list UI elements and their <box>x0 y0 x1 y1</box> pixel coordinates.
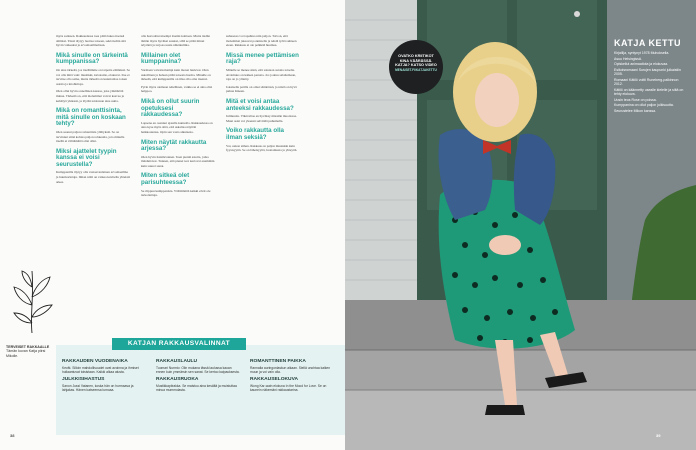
body-text: myös sadusen. Rakkaudessa taas pitää lukea itsensä alttiiksi. Tässä täytyy luottaa toiseen, sekä tiedän sitä hyvin vaikeaksi ja arvomaailmaltaan. <box>56 34 126 48</box>
favorite-heading: RAKKAUSELOKUVA <box>250 377 299 383</box>
face <box>475 73 519 127</box>
favorite-heading: JULKKISIHASTUS <box>62 377 105 383</box>
body-text: Minulle se menee siinä, että salataan asioita toiselta. Avoimuus on kaiken perusta. Jos joutuu salailemaan, raja on jo ylitetty. <box>226 67 296 82</box>
body-text: Voi, uskon siihen. Rakkaus on paljon muutakin kuin fyysisyyttä. Se on läheisyyttä, luottamusta ja yhteyttä. <box>226 143 298 153</box>
body-text: suhteessa voi tapahtua niin paljon. Toivon, että molemmat jaksavat ponnistella ja tehdä työtä suhteen eteen. Rakkaus ei ole pelkkää huumaa. <box>226 34 297 48</box>
badge-link[interactable]: MENAISET.FI/KATJAKETTU <box>395 67 437 72</box>
favorite-heading: RAKKAUDEN VUODENAIKA <box>62 359 128 364</box>
drawing-caption <box>6 345 50 358</box>
body-text: Lapsena en osannut ajatella kunnolla. Rakkaudessa on aina kyse myös siitä, että uskaltaa näyttää heikkoutensa. Opin sen vasta aikuisena. <box>141 120 213 134</box>
door-knob <box>574 11 580 17</box>
question-heading: Millainen olet kumppanina? <box>141 51 182 66</box>
leaf-drawing-icon <box>8 265 56 335</box>
left-page <box>0 0 345 450</box>
favorites-title: KATJAN RAKKAUSVALINNAT <box>112 338 246 350</box>
favorite-heading: RAKKAUSRUOKA <box>156 377 199 383</box>
caption-title: TERVEISET RAKKAALLE <box>6 345 50 349</box>
hands <box>489 235 521 255</box>
question-heading: Mikä on romanttisinta, mitä sinulle on koskaan tehty? <box>56 107 126 128</box>
body-text: Varmaan vaivattomampi kuin monet luulevat. Olen uskollinen ja haluan pitää toisesta huolta. Minulle on tärkeää, että kumppanilla on tilaa olla oma itsensä. <box>141 67 211 82</box>
favorite-text: Mustikkapiirakka. Se maistuu aina kesältä ja muistuttaa minua mummolasta. <box>156 383 237 393</box>
question-heading: Mikä on ollut suurin opetuksesi rakkaudessa? <box>141 97 200 119</box>
step <box>345 350 696 390</box>
info-fact: Kirjailija, syntynyt 1978 Muhoksella. <box>614 51 670 55</box>
sandal <box>485 405 525 415</box>
info-fact: Kätilö on käännetty usealle kielelle ja siitä on tehty elokuva. <box>614 87 684 96</box>
text-column-1 <box>56 34 130 187</box>
body-text: Olen ollut hyvin onnellinen kanssa, joka ymmärtää minua. Tärkeää on, että molemmat voivat kasvaa ja kehittyä yhdessä, ja löytää toisistaan aina uutta. <box>56 89 124 103</box>
page-number-right: 39 <box>656 433 661 438</box>
info-fact: Opiskellut animaatiota ja elokuvaa. <box>614 62 669 66</box>
body-text: Olen saanut paljon romanttisia yllätyksiä. Se on tarvinnut siinä kohtaa paljon rohkeutta, jota minulla itsellä ei välttämättä olisi ollut. <box>56 129 125 144</box>
favorite-heading: RAKKAUSLAULU <box>156 359 198 364</box>
favorite-text: Sanon Jussi Vatanen, koska hän on hurmaava ja lahjakas. Hänen katseensa lumoaa. <box>62 383 134 393</box>
author-info <box>614 38 688 114</box>
question-heading: Miksi ajattelet tyypin kanssa ei voisi seurustella? <box>56 147 117 168</box>
body-text: Jokaisella parilla on omat sääntönsä, ja niistä on hyvä puhua ääneen. <box>226 84 297 94</box>
body-text: On aina tärkeää, jos itsellämme on tarpeita elämässä. Se voi olla mitä vain: musiikki, kuvataide, elokuvat. Itse ei tarvitse olla sama, mutta tärkeää on kunnioittaa toisen asioita ja intohimoja. <box>56 67 130 86</box>
question-heading: Miten sitkeä olet parisuhteessa? <box>141 172 190 187</box>
body-text: Julmuutta. Väkivaltaa en hyväksy missään muodossa. Muut asiat voi yleensä selvittää puhumalla. <box>226 114 297 123</box>
body-text: olla haavoittuvaisempi itseäni kohtaan. Mutta tiedän tämän myös hyväksi asiaksi, sillä se pitää minut nöyränä ja tarjoaa uusia näkökulmia. <box>141 34 211 48</box>
caption-text: Tämän kuvan Katja piirsi Mikolle. <box>6 349 46 358</box>
favorites-column-2 <box>156 359 240 395</box>
info-fact: Romaani Kätilö voitti Runeberg-palkinnon 2012. <box>614 77 679 86</box>
text-column-2 <box>141 34 215 201</box>
author-name: KATJA KETTU <box>614 38 681 48</box>
body-text: Pyrin myös olemaan rehellinen, vaikka se ei aina olisi helppoa. <box>141 84 213 94</box>
info-fact: Asuu Helsingissä. <box>614 56 642 61</box>
favorite-text: Rannalla auringonlaskun aikaan. Siellä unohtaa kaiken muun ja voi vain olla. <box>250 365 331 374</box>
page-number-left: 38 <box>10 433 15 438</box>
question-heading: Voiko rakkautta olla ilman seksiä? <box>226 127 284 141</box>
body-text: Kumppanilla täytyy olla vastaavanlainen arvomaailma ja huumorintaju. Ilman niitä on vaikea kuvitella yhteistä arkea. <box>56 170 130 184</box>
info-fact: Seurustelee Mikon kanssa. <box>614 108 657 113</box>
badge-line: OVATKO KRIITIKOT <box>398 54 434 58</box>
favorite-text: Wong Kar-wain elokuva In the Mood for Love. Se on kaunein näkemäni rakkaustarina. <box>250 383 327 393</box>
info-fact: Esikoisromaani Surujen kaupunki julkaistiin 2005. <box>614 67 681 76</box>
favorite-heading: ROMANTTINEN PAIKKA <box>250 359 306 364</box>
badge-line: KINA VÄÄRÄSSÄ. <box>399 58 433 63</box>
badge-line: KATJA? KATSO VIDEO <box>395 63 437 68</box>
step <box>345 390 696 450</box>
body-text: Se riippuu kumppanista. Välttämättä kaikki eivät ole tarkoitettuja. <box>141 188 211 198</box>
text-column-3 <box>226 34 300 156</box>
favorites-column-3 <box>250 359 336 395</box>
question-heading: Miten näytät rakkautta arjessa? <box>141 138 207 153</box>
favorite-text: Kevät. Silloin mahdollisuudet ovat avoinna ja ihmiset hullaantuvat toisistaan. Kaikki alkaa alusta. <box>62 365 139 374</box>
question-heading: Missä menee pettämisen raja? <box>226 51 299 66</box>
video-badge[interactable] <box>389 40 443 94</box>
question-heading: Mitä et voisi antaa anteeksi rakkaudessa? <box>226 97 294 112</box>
body-text: Olen hyvin halailevainen. Teen pieniä asioita, jotka ilahduttavat. Tunnen, että pienet teot kertovat enemmän kuin suuret sanat. <box>141 154 215 168</box>
favorite-text: Tuomari Nurmio: Olin mukana tässä laulussa kauan ennen kuin ymmärsin sen sanat. Se kertoo kaipauksesta. <box>156 365 240 374</box>
question-heading: Mikä sinulle on tärkeintä kumppanissa? <box>56 51 128 66</box>
info-fact: Uusin teos Rose on poissa. <box>614 97 657 102</box>
info-fact: Kumppanina on ollut paljon julkisuutta. <box>614 103 674 107</box>
favorites-column-1 <box>62 359 146 395</box>
